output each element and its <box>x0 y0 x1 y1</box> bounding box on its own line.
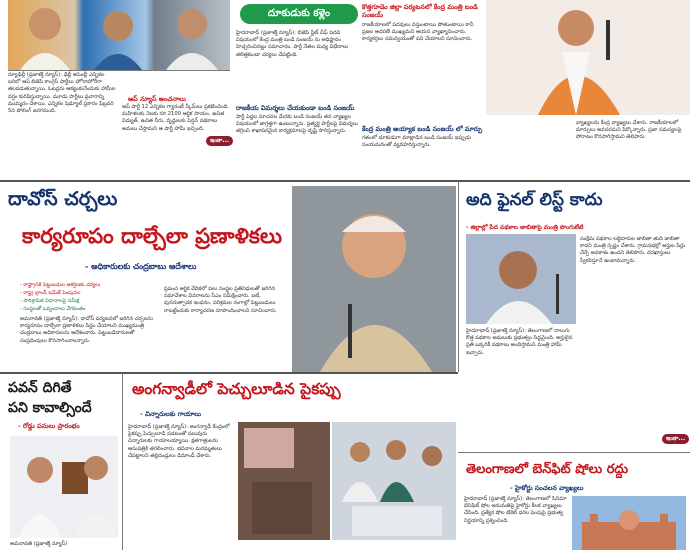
bandi-illustration <box>486 0 690 115</box>
bandi-story-5: వ్యాఖ్యలను కేంద్ర వ్యాఖ్యలు చేశారు. రాజకీయాలలో మార్పులు అవసరమని పేర్కొన్నారు. ప్రజా సమస్యలపై పోరాటం కొనసాగిస్తామని తెలిపారు. <box>576 120 682 141</box>
benefit-subhead: - హైకోర్టు సంచలన వ్యాఖ్యలు <box>510 484 584 492</box>
hospital-illustration <box>332 422 456 540</box>
pawan-illustration <box>10 436 118 538</box>
aap-caption: ఆప్ న్యూస్ అంచనాలు <box>128 95 186 103</box>
pawan-subhead: - రోడ్డు పనులు ప్రారంభం <box>18 422 80 430</box>
anganwadi-ceiling-photo <box>238 422 330 540</box>
ponguleti-illustration <box>466 234 576 324</box>
anganwadi-hospital-photo <box>332 422 456 540</box>
pawan-headline-2: పని కావాల్సిందే <box>8 400 92 416</box>
high-court-illustration <box>572 496 686 550</box>
anganwadi-story: హైదరాబాద్ (ప్రజాశక్తి న్యూస్): అంగన్వాడీ కేంద్రంలో పైకప్పు పెచ్చులూడి పడటంతో పలువురు చిన్నారులకు గాయాలయ్యాయి. క్షతగాత్రులను ఆసుపత్రికి తరలించారు. భవనాల మరమ్మతులు చేపట్టాలని తల్లిదండ్రులు డిమాండ్ చేశారు. <box>128 424 230 459</box>
high-court-photo <box>572 496 686 550</box>
finallist-story-bottom: హైదరాబాద్ (ప్రజాశక్తి న్యూస్): తెలంగాణలో నాలుగు కొత్త పథకాల అమలుకు ప్రభుత్వం సిద్ధమైంది. అర్హులైన ప్రతి ఒక్కరికీ పథకాలు అందిస్తామని మంత్రి హామీ ఇచ్చారు. <box>466 328 573 356</box>
bandi-headline: కొత్తగూడెం జిల్లా పర్యటనలో కేంద్ర మంత్రి బండి సంజయ్ <box>362 3 478 19</box>
finallist-subhead: - జిల్లాల్లో పేద పథకాల జాబితాపై మంత్రి పొంగులేటి <box>466 224 584 231</box>
anganwadi-headline: అంగన్వాడీలో పెచ్చులూడిన పైకప్పు <box>132 380 341 398</box>
chandrababu-photo <box>292 186 456 372</box>
davos-bullets <box>20 281 138 313</box>
ponguleti-photo <box>466 234 576 324</box>
bandi-story-3: రాజకీయాలలో పదవులు వస్తుంటాయి పోతుంటాయి కానీ ప్రజల ఆదరణే ముఖ్యమని ఆయన వ్యాఖ్యానించారు. కార్యకర్తలు సమన్వయంతో పని చేయాలని సూచించారు. <box>362 22 474 43</box>
delhi-election-story: న్యూఢిల్లీ (ప్రజాశక్తి న్యూస్): ఢిల్లీ అసెంబ్లీ ఎన్నికల బరిలో ఆప్ బిజెపి కాంగ్రెస్ పార్టీలు హోరాహోరీగా తలపడుతున్నాయి. ఓటర్లను ఆకట్టుకునేందుకు హామీల వర్షం కురిపిస్తున్నాయి. మూడు పార్టీలు ప్రచారాన్ని ముమ్మరం చేశాయి. ఎన్నికల షెడ్యూల్ ప్రకారం ఫిబ్రవరి 5న పోలింగ్ జరగనుంది. <box>8 72 116 115</box>
more-link[interactable]: ఇంకా... <box>662 434 689 444</box>
finallist-story-right: సంక్షేమ పథకాల లబ్ధిదారుల జాబితా తుది జాబితా కాదని మంత్రి స్పష్టం చేశారు. గ్రామసభల్లో అర్హుల పేర్లు చేర్చే అవకాశం ఉందని తెలిపారు. దరఖాస్తులు స్వీకరిస్తూనే ఉంటామన్నారు. <box>580 236 685 264</box>
more-link[interactable]: ఇంకా... <box>206 136 233 146</box>
davos-story-right: ప్రపంచ ఆర్థిక వేదికలో పలు సంస్థల ప్రతినిధులతో జరిగిన సమావేశాల వివరాలను సీఎం సమీక్షించారు. ఐటీ, పునరుత్పాదక ఇంధనం, పరిశ్రమల రంగాల్లో పెట్టుబడులు రాబట్టేందుకు కార్యాచరణ రూపొందించాలని సూచించారు. <box>164 286 278 314</box>
davos-headline: కార్యరూపం దాల్చేలా ప్రణాళికలు <box>22 224 283 248</box>
aap-story: ఆప్ పార్టీ 12 ఎన్నికల గ్యారంటీ స్కీమ్‌లు ప్రకటించింది. మహిళలకు నెలకు రూ.2100 ఆర్థిక సాయం, ఉచిత విద్యుత్, ఉచిత నీరు, వృద్ధులకు పెన్షన్ పథకాలు అమలు చేస్తామని ఆ పార్టీ హామీ ఇచ్చింది. <box>122 104 230 132</box>
politicians-photo <box>8 0 230 70</box>
davos-kicker: దావోస్ చర్చలు <box>8 188 118 210</box>
pawan-photo <box>10 436 118 538</box>
davos-bullet: - రాష్ట్ర బ్రాండ్ ఇమేజ్ పెంపుదల <box>20 290 81 296</box>
bandi-photo <box>486 0 690 115</box>
bandi-story-4: గతంలో దూకుడుగా మాట్లాడిన బండి సంజయ్ ఇప్పుడు సంయమనంతో వ్యవహరిస్తున్నారు. <box>362 135 472 149</box>
davos-bullet: - రాష్ట్రానికి పెట్టుబడుల ఆకర్షణకు చర్యలు <box>20 282 101 288</box>
bandi-story-2: పార్టీ పెద్దల సూచనల మేరకు బండి సంజయ్ తన వ్యాఖ్యల విషయంలో జాగ్రత్తగా ఉంటున్నారు. ప్రత్యర్థి పార్టీలపై విమర్శలు తగ్గించి శాఖాపరమైన కార్యక్రమాలపై దృష్టి సారిస్తున్నారు. <box>236 114 358 135</box>
bandi-subhead-2: కేంద్ర మంత్రి అయ్యాక బండి సంజయ్ లో మార్పు <box>362 125 483 133</box>
chandrababu-illustration <box>292 186 456 372</box>
anganwadi-subhead: - చిన్నారులకు గాయాలు <box>140 410 201 418</box>
finallist-headline: అది ఫైనల్ లిస్ట్ కాదు <box>466 190 603 210</box>
davos-story-left: అమరావతి (ప్రజాశక్తి న్యూస్): దావోస్ పర్యటనలో జరిగిన చర్చలను కార్యరూపం దాల్చేలా ప్రణాళికలు సిద్ధం చేయాలని ముఖ్యమంత్రి చంద్రబాబు అధికారులను ఆదేశించారు. పెట్టుబడిదారులతో సంప్రదింపులు కొనసాగించాలన్నారు. <box>20 316 153 344</box>
davos-bullet: - సంస్థలతో ఒప్పందాలు వేగవంతం <box>20 306 86 312</box>
davos-bullet: - పారిశ్రామిక విధానాలపై సమీక్ష <box>20 298 80 304</box>
pawan-headline-1: పవన్ దిగితే <box>8 380 72 396</box>
bandi-story-1: హైదరాబాద్ (ప్రజాశక్తి న్యూస్): బిజెపి స్టేట్ చీఫ్ పదవి విషయంలో కేంద్ర మంత్రి బండి సంజయ్ ను అధిష్టానం హెచ్చరించినట్టు సమాచారం. పార్టీ నేతల మధ్య విభేదాలు తలెత్తకుండా చర్యలు చేపట్టింది. <box>236 30 349 58</box>
banner-dookudu-text: దూకుడుకు కళ్లెం <box>267 8 331 19</box>
ceiling-illustration <box>238 422 330 540</box>
benefit-story: హైదరాబాద్ (ప్రజాశక్తి న్యూస్): తెలంగాణలో సినిమా బెనిఫిట్ షోల అనుమతిపై హైకోర్టు కీలక వ్యాఖ్యలు చేసింది. ప్రత్యేక షోల టికెట్ ధరల పెంపుపై ప్రభుత్వ నిర్ణయాన్ని ప్రశ్నించింది. <box>464 496 567 524</box>
pawan-caption: అమరావతి (ప్రజాశక్తి న్యూస్) <box>10 541 68 547</box>
bandi-subhead-1: రాజకీయ విమర్శలు చేయకుండా బండి సంజయ్ <box>236 104 355 112</box>
benefit-headline: తెలంగాణలో బెన్‌ఫిట్ షోలు రద్దు <box>466 462 629 477</box>
davos-subhead: - అధికారులకు చంద్రబాబు ఆదేశాలు <box>85 262 197 271</box>
politicians-illustration <box>8 0 230 70</box>
